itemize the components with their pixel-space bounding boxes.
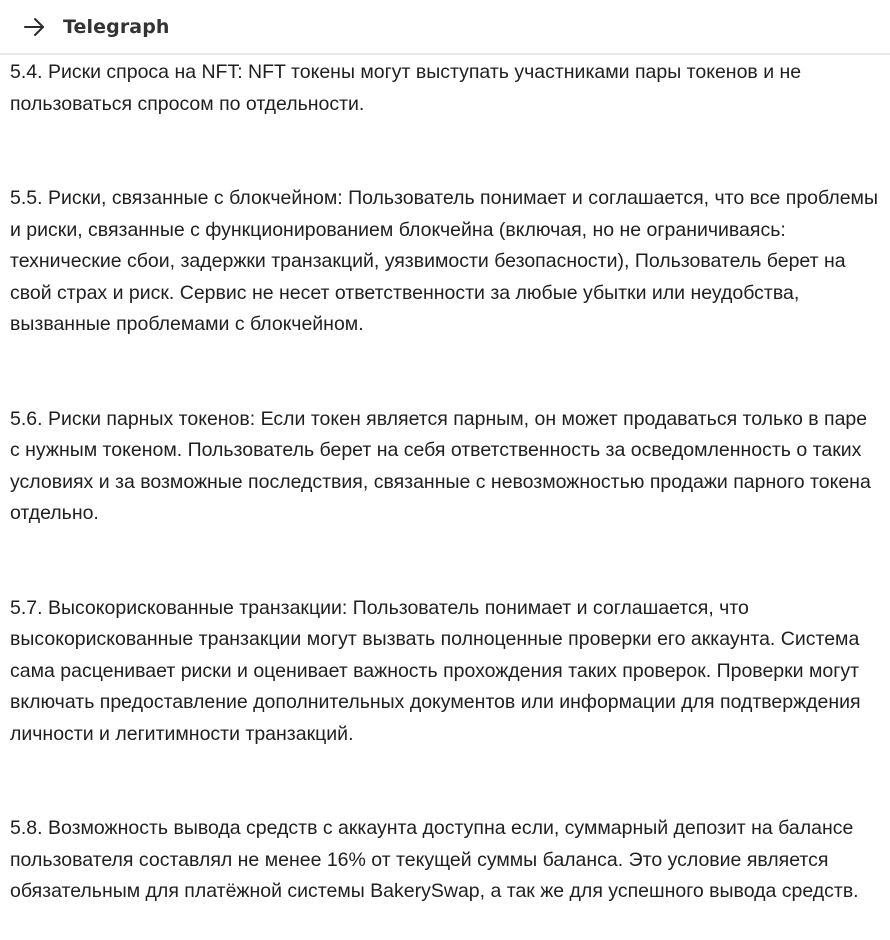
paragraph-5-4: 5.4. Риски спроса на NFT: NFT токены могут выступать участниками пары токенов и не пользоваться спросом по отдельности. (10, 61, 802, 115)
top-bar (0, 0, 890, 55)
site-title[interactable]: Telegraph (63, 15, 170, 38)
paragraph-5-7: 5.7. Высокорискованные транзакции: Пользователь понимает и соглашается, что высокорискованные транзакции могут вызвать полноценные проверки его аккаунта. Система сама расценивает риски и оценивает важность прохождения таких проверок. Проверки могут включать предоставление дополнительных документов или информации для подтверждения личности и легитимности транзакций. (10, 596, 861, 745)
paragraph-spacer (10, 530, 880, 593)
paragraph-spacer (10, 750, 880, 813)
arrow-right-icon[interactable] (22, 15, 46, 39)
paragraph-5-6: 5.6. Риски парных токенов: Если токен является парным, он может продаваться только в паре с нужным токеном. Пользователь берет на себя ответственность за осведомленность о таких условиях и за возможные последствия, связанные с невозможностью продажи парного токена отдельно. (10, 407, 871, 524)
paragraph-spacer (10, 120, 880, 183)
article-body (0, 57, 890, 908)
paragraph-spacer (10, 341, 880, 404)
paragraph-5-5: 5.5. Риски, связанные с блокчейном: Пользователь понимает и соглашается, что все проблемы и риски, связанные с функционированием блокчейна (включая, но не ограничиваясь: технические сбои, задержки транзакций, уязвимости безопасности), Пользователь берет на свой страх и риск. Сервис не несет ответственности за любые убытки или неудобства, вызванные проблемами с блокчейном. (10, 187, 878, 335)
paragraph-5-8: 5.8. Возможность вывода средств с аккаунта доступна если, суммарный депозит на балансе пользователя составлял не менее 16% от текущей суммы баланса. Это условие является обязательным для платёжной системы BakerySwap, а так же для успешного вывода средств. (10, 817, 859, 902)
